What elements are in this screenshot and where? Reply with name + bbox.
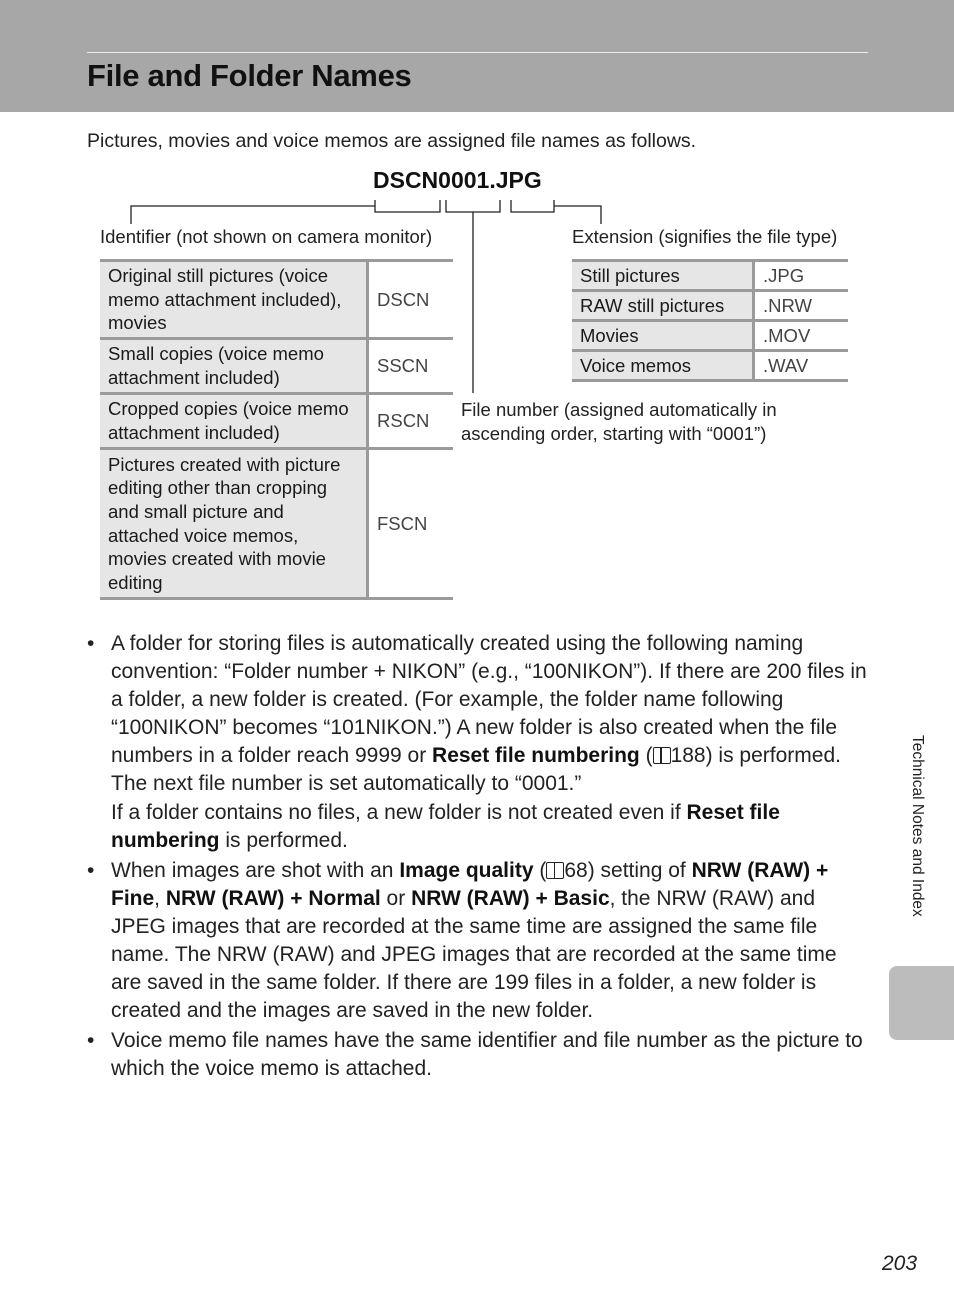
setting-nrw-fine: NRW (RAW) + Fine <box>111 858 829 910</box>
bullet-text: When images are shot with an <box>111 858 400 882</box>
bullet-text: ( <box>533 858 547 882</box>
bullet-text: ( <box>639 744 653 768</box>
page-number: 203 <box>882 1252 918 1275</box>
bullet-text: If a folder contains no files, a new folder is not created even if <box>111 800 687 824</box>
identifier-code: DSCN <box>368 261 454 339</box>
bullet-list <box>87 630 867 1086</box>
example-filename: DSCN0001.JPG <box>373 167 542 193</box>
identifier-description: Cropped copies (voice memo attachment included) <box>100 394 368 449</box>
extension-type: Movies <box>572 321 754 351</box>
bullet-marker: • <box>87 632 95 655</box>
page-title: File and Folder Names <box>87 58 412 93</box>
extension-caption: Extension (signifies the file type) <box>572 226 838 247</box>
table-row <box>100 449 453 599</box>
extension-value: .WAV <box>754 351 849 381</box>
menu-option-reset-file-numbering: Reset file numbering <box>432 744 640 768</box>
bullet-text: A folder for storing files is automatically created using the following naming convention: “Folder number + NIKON” (e.g., “100NIKON”). If there are 200 files in a folder, a new folder is created. (For example, the folder name following “100NIKON” becomes “101NIKON.”) A new folder is also created when the file numbers in a folder reach 9999 or <box>111 632 867 768</box>
identifier-description: Small copies (voice memo attachment included) <box>100 339 368 394</box>
file-number-caption-line1: File number (assigned automatically in <box>461 399 777 420</box>
list-item <box>87 630 867 855</box>
extension-type: Voice memos <box>572 351 754 381</box>
table-row <box>100 339 453 394</box>
identifier-caption: Identifier (not shown on camera monitor) <box>100 226 433 247</box>
bullet-marker: • <box>87 858 95 882</box>
identifier-code: RSCN <box>368 394 454 449</box>
identifier-table <box>100 259 453 600</box>
menu-option-reset-file-numbering: Reset file numbering <box>111 800 780 852</box>
menu-option-image-quality: Image quality <box>399 858 534 882</box>
identifier-description: Original still pictures (voice memo attachment included), movies <box>100 261 368 339</box>
setting-nrw-basic: NRW (RAW) + Basic <box>411 886 610 910</box>
extension-type: Still pictures <box>572 261 754 291</box>
bullet-text: ) setting of <box>587 858 692 882</box>
page-reference: 68 <box>564 858 588 882</box>
table-row <box>100 394 453 449</box>
extension-table <box>572 259 848 382</box>
identifier-code: FSCN <box>368 449 454 599</box>
list-item <box>87 1027 867 1083</box>
bullet-text: ) is performed. The next file number is set automatically to “0001.” <box>111 744 841 796</box>
table-row <box>100 261 453 339</box>
bullet-text: Voice memo file names have the same identifier and file number as the picture to which the voice memo is attached. <box>111 1029 863 1081</box>
bullet-text: , the NRW (RAW) and JPEG images that are recorded at the same time are assigned the same file name. The NRW (RAW) and JPEG images that are recorded at the same time are saved in the same folder. If there are 199 files in a folder, a new folder is created and the images are saved in the new folder. <box>111 886 837 1023</box>
side-tab <box>889 966 954 1040</box>
book-reference-icon <box>546 862 564 879</box>
table-row <box>572 321 848 351</box>
file-number-caption <box>461 398 777 446</box>
bullet-marker: • <box>87 1029 95 1053</box>
identifier-description: Pictures created with picture editing other than cropping and small picture and attached voice memos, movies created with movie editing <box>100 449 368 599</box>
intro-text: Pictures, movies and voice memos are assigned file names as follows. <box>87 130 697 152</box>
extension-value: .MOV <box>754 321 849 351</box>
bullet-text: is performed. <box>219 828 348 852</box>
table-row <box>572 351 848 381</box>
setting-nrw-normal: NRW (RAW) + Normal <box>165 886 381 910</box>
page-reference: 188 <box>670 744 706 768</box>
extension-value: .JPG <box>754 261 849 291</box>
table-row <box>572 261 848 291</box>
extension-value: .NRW <box>754 291 849 321</box>
file-number-caption-line2: ascending order, starting with “0001”) <box>461 423 767 444</box>
bullet-text: or <box>380 886 412 910</box>
identifier-code: SSCN <box>368 339 454 394</box>
extension-type: RAW still pictures <box>572 291 754 321</box>
table-row <box>572 291 848 321</box>
bullet-text: , <box>154 886 166 910</box>
list-item <box>87 857 867 1026</box>
book-reference-icon <box>653 747 671 764</box>
side-tab-label: Technical Notes and Index <box>909 735 926 917</box>
